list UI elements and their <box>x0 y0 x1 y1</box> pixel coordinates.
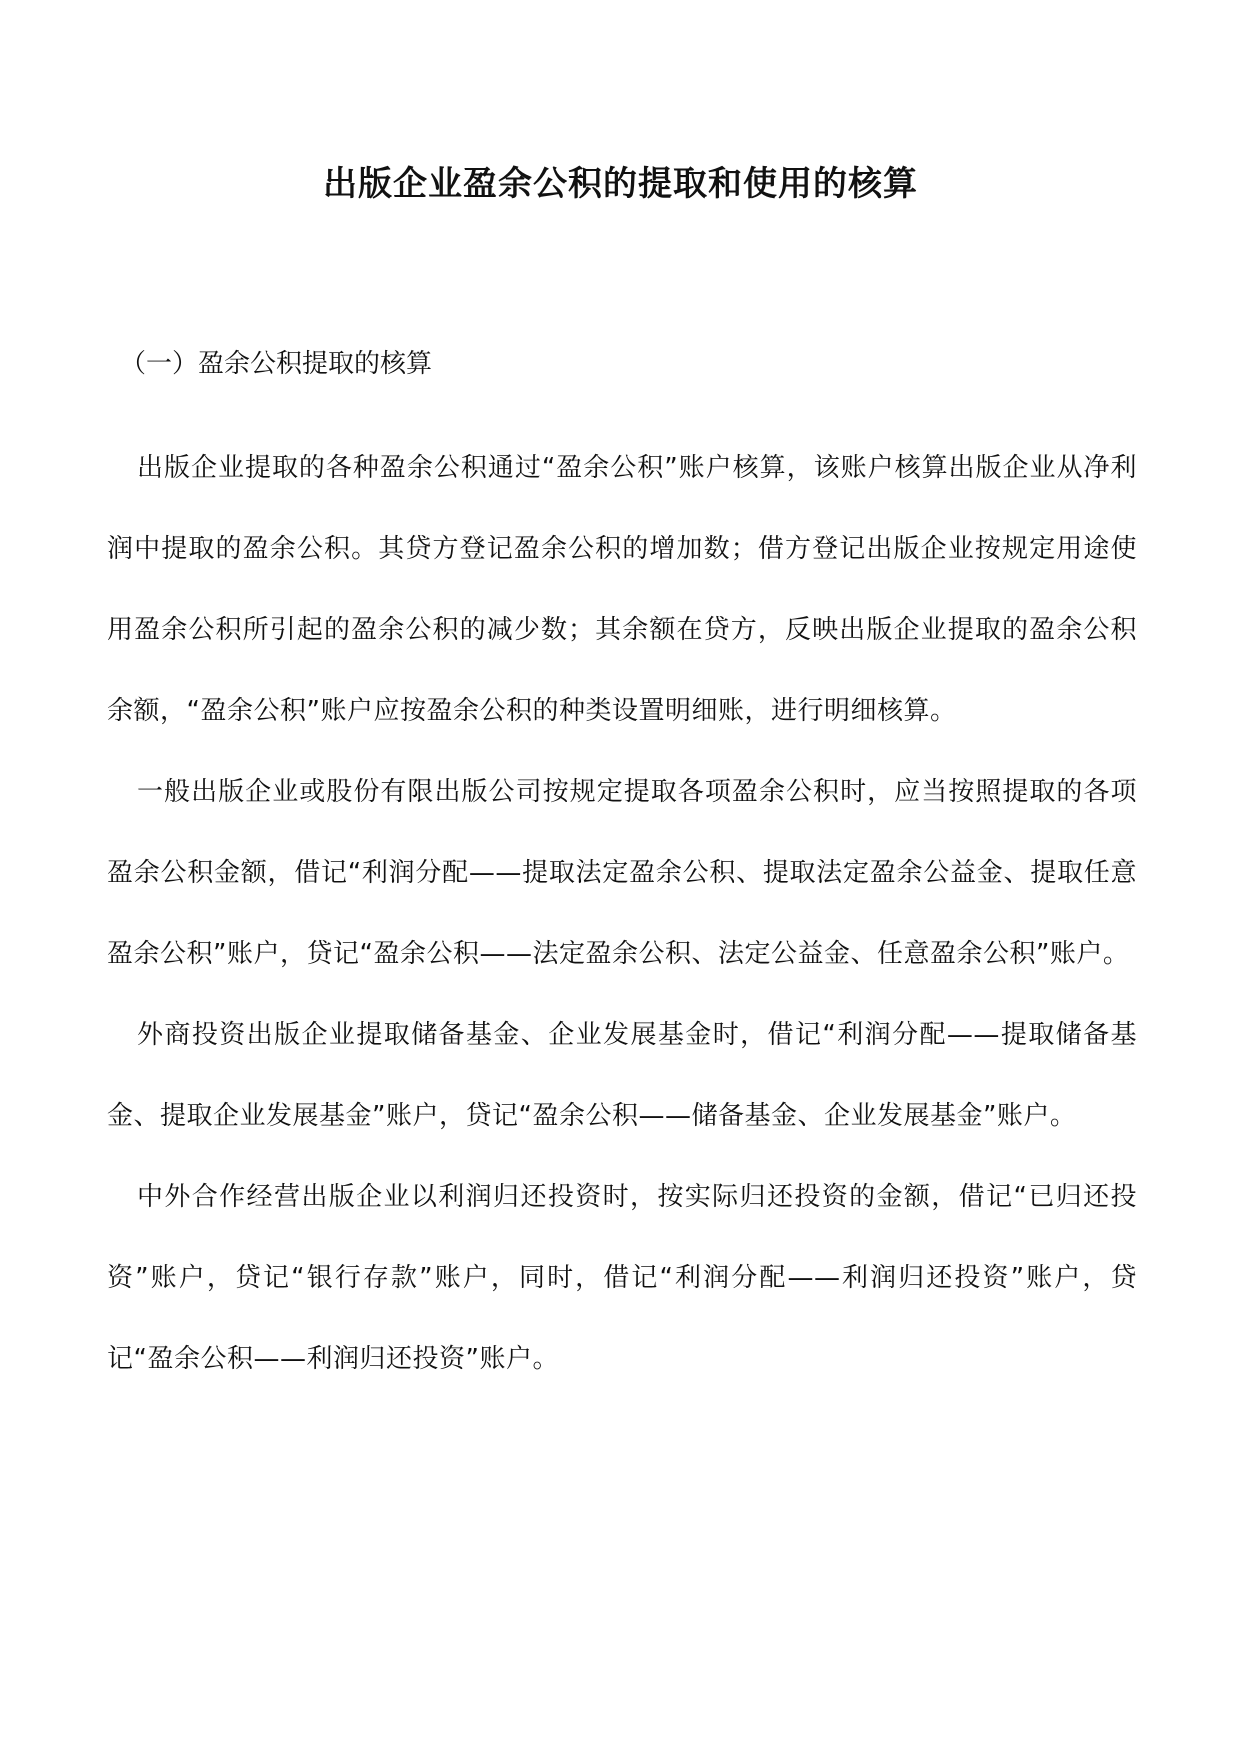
paragraph-account-overview: 出版企业提取的各种盈余公积通过“盈余公积”账户核算，该账户核算出版企业从净利润中提取的盈余公积。其贷方登记盈余公积的增加数；借方登记出版企业按规定用途使用盈余公积所引起的盈余公积的减少数；其余额在贷方，反映出版企业提取的盈余公积余额，“盈余公积”账户应按盈余公积的种类设置明细账，进行明细核算。 <box>107 453 1137 726</box>
paragraph-joint-venture: 中外合作经营出版企业以利润归还投资时，按实际归还投资的金额，借记“已归还投资”账户，贷记“银行存款”账户，同时，借记“利润分配——利润归还投资”账户，贷记“盈余公积——利润归还投资”账户。 <box>107 1182 1137 1374</box>
body-text <box>107 428 1137 1400</box>
document-title: 出版企业盈余公积的提取和使用的核算 <box>323 164 918 204</box>
paragraph-general-provision: 一般出版企业或股份有限出版公司按规定提取各项盈余公积时，应当按照提取的各项盈余公积金额，借记“利润分配——提取法定盈余公积、提取法定盈余公益金、提取任意盈余公积”账户，贷记“盈余公积——法定盈余公积、法定公益金、任意盈余公积”账户。 <box>107 777 1137 969</box>
paragraph-foreign-investment: 外商投资出版企业提取储备基金、企业发展基金时，借记“利润分配——提取储备基金、提取企业发展基金”账户，贷记“盈余公积——储备基金、企业发展基金”账户。 <box>107 1020 1137 1131</box>
section-heading: （一）盈余公积提取的核算 <box>120 349 433 379</box>
